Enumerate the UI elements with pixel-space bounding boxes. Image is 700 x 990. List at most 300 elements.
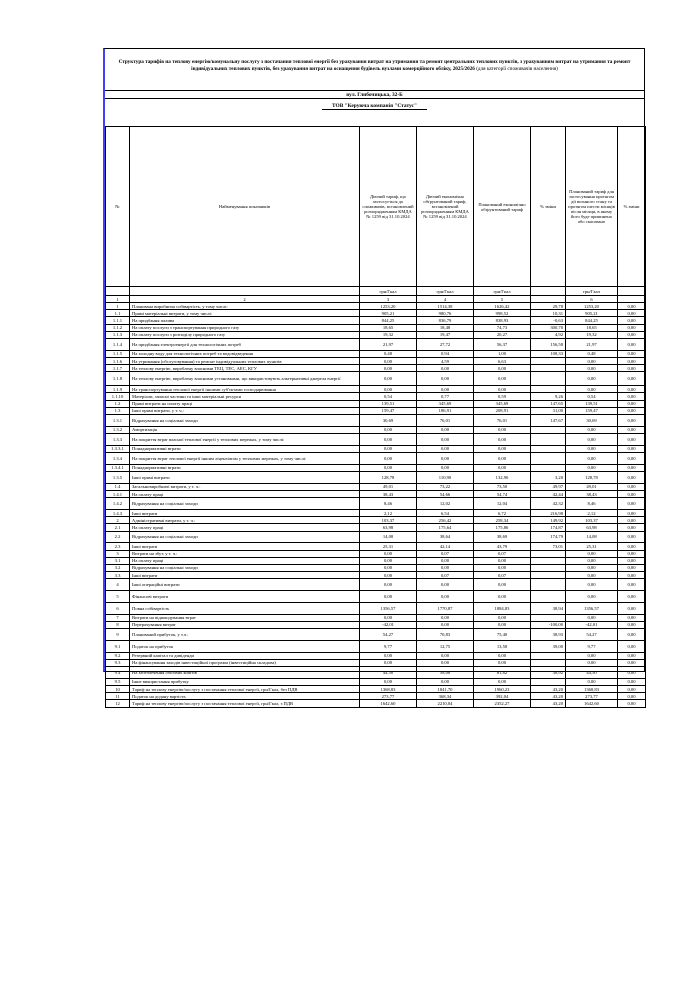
value-planned-wartime-tariff: 30,69 — [566, 415, 618, 427]
value-current-economic-tariff: 38,64 — [417, 531, 474, 543]
row-name: Податок на прибуток — [130, 640, 360, 652]
value-planned-economic-tariff: 73,50 — [474, 483, 531, 490]
value-current-tariff: 0,00 — [360, 550, 417, 557]
value-change-percent-2: 0,00 — [618, 386, 646, 393]
value-change-percent — [531, 557, 566, 564]
table-row — [106, 434, 646, 446]
value-change-percent-2: 0,00 — [618, 350, 646, 357]
title-note: (для категорії споживачів населення) — [476, 66, 558, 72]
value-current-economic-tariff: 0,00 — [417, 652, 474, 659]
value-change-percent-2: 0,00 — [618, 621, 646, 628]
row-name: На фінансування заходів інвестиційної програми (інвестиційна складова) — [130, 659, 360, 666]
row-name: Інше використання прибутку — [130, 678, 360, 685]
value-change-percent-2: 0,00 — [618, 667, 646, 679]
row-number: 1.3.1 — [106, 415, 130, 427]
value-current-economic-tariff: 110,90 — [417, 472, 474, 484]
value-change-percent: 38,93 — [531, 629, 566, 641]
table-row — [106, 564, 646, 571]
value-change-percent-2: 0,00 — [618, 357, 646, 364]
table-row — [106, 629, 646, 641]
value-planned-wartime-tariff: 0,48 — [566, 350, 618, 357]
value-change-percent-2: 0,00 — [618, 640, 646, 652]
value-planned-economic-tariff: 838,93 — [474, 317, 531, 324]
row-number: 1.3.3.1 — [106, 445, 130, 452]
table-row — [106, 407, 646, 414]
value-current-economic-tariff: 0,00 — [417, 564, 474, 571]
row-name: На оплату послуги з транспортування природного газу — [130, 324, 360, 331]
row-number: 1.1.10 — [106, 393, 130, 400]
value-current-economic-tariff: 256,42 — [417, 517, 474, 524]
value-current-tariff: 0,00 — [360, 652, 417, 659]
value-current-tariff: 0,00 — [360, 426, 417, 433]
row-number: 1.3 — [106, 407, 130, 414]
table-row — [106, 490, 646, 497]
row-number: 9.2 — [106, 652, 130, 659]
table-row — [106, 310, 646, 317]
value-planned-wartime-tariff: 1368,83 — [566, 685, 618, 692]
table-row — [106, 426, 646, 433]
value-change-percent — [531, 614, 566, 621]
table-row — [106, 350, 646, 357]
table-body — [106, 303, 646, 708]
row-number: 3 — [106, 550, 130, 557]
value-current-tariff: 0,00 — [360, 372, 417, 386]
value-current-tariff: 54,27 — [360, 629, 417, 641]
table-row — [106, 509, 646, 516]
row-number: 1.1 — [106, 310, 130, 317]
value-planned-economic-tariff: 0,00 — [474, 591, 531, 603]
header-change-percent-2: % зміни — [618, 127, 646, 287]
value-planned-economic-tariff: 56,37 — [474, 338, 531, 350]
value-current-economic-tariff: 4,59 — [417, 357, 474, 364]
value-change-percent: 174,79 — [531, 531, 566, 543]
document-title — [105, 59, 644, 73]
value-planned-wartime-tariff: 9,77 — [566, 640, 618, 652]
value-planned-economic-tariff: 1960,23 — [474, 685, 531, 692]
table-row — [106, 667, 646, 679]
value-current-economic-tariff: 836,79 — [417, 317, 474, 324]
value-change-percent — [531, 434, 566, 446]
value-current-economic-tariff: 1841,70 — [417, 685, 474, 692]
row-name: На транспортування теплової енергії іншими суб'єктами господарювання — [130, 386, 360, 393]
value-current-tariff: 19,32 — [360, 331, 417, 338]
row-name: Відрахування на соціальні заходи — [130, 415, 360, 427]
value-current-tariff: 0,00 — [360, 591, 417, 603]
table-row — [106, 324, 646, 331]
value-current-tariff: 128,78 — [360, 472, 417, 484]
table-row — [106, 415, 646, 427]
value-current-tariff: 44,50 — [360, 667, 417, 679]
value-change-percent-2: 0,00 — [618, 700, 646, 707]
value-change-percent-2: 0,00 — [618, 324, 646, 331]
value-current-economic-tariff: 6,54 — [417, 509, 474, 516]
value-change-percent: 29,78 — [531, 303, 566, 310]
value-current-economic-tariff: 345,69 — [417, 400, 474, 407]
col-number: 5 — [474, 296, 531, 303]
value-change-percent-2: 0,00 — [618, 509, 646, 516]
value-change-percent-2: 0,00 — [618, 472, 646, 484]
table-row — [106, 693, 646, 700]
value-current-tariff: 21,97 — [360, 338, 417, 350]
value-change-percent-2: 0,00 — [618, 602, 646, 614]
row-number: 1.4.3 — [106, 509, 130, 516]
value-change-percent — [531, 386, 566, 393]
value-change-percent — [531, 372, 566, 386]
value-planned-wartime-tariff: 0,00 — [566, 445, 618, 452]
value-current-tariff: 8,46 — [360, 498, 417, 510]
table-row — [106, 393, 646, 400]
header-planned-economic-tariff: Планований економічно обґрунтований тариф — [474, 127, 531, 287]
company-label: ТОВ "Керуюча компанія "Статус" — [322, 103, 427, 110]
value-planned-wartime-tariff: 1642,60 — [566, 700, 618, 707]
value-planned-economic-tariff: 1626,42 — [474, 303, 531, 310]
value-planned-wartime-tariff: 63,98 — [566, 524, 618, 531]
value-change-percent-2: 0,00 — [618, 464, 646, 471]
value-current-tariff: 0,00 — [360, 464, 417, 471]
row-name: На теплову енергію, вироблену власними ТЕЦ, ТЕС, АЕС, КГУ — [130, 365, 360, 372]
value-planned-economic-tariff: 1,00 — [474, 350, 531, 357]
value-planned-economic-tariff: 74,73 — [474, 324, 531, 331]
value-planned-economic-tariff: 20,27 — [474, 331, 531, 338]
value-planned-economic-tariff: 0,00 — [474, 621, 531, 628]
value-current-tariff: 38,43 — [360, 490, 417, 497]
row-name: Прямі матеріальні витрати, у тому числі: — [130, 310, 360, 317]
row-number: 1.1.1 — [106, 317, 130, 324]
value-current-tariff: 0,00 — [360, 572, 417, 579]
row-number: 8 — [106, 621, 130, 628]
tariff-structure-table — [105, 126, 646, 708]
value-planned-wartime-tariff: 19,32 — [566, 331, 618, 338]
value-planned-wartime-tariff: 0,00 — [566, 579, 618, 591]
value-change-percent: 38,92 — [531, 667, 566, 679]
value-current-economic-tariff: 0,00 — [417, 678, 474, 685]
value-planned-wartime-tariff: 2,12 — [566, 509, 618, 516]
row-name: Резервний капітал та дивіденди — [130, 652, 360, 659]
value-planned-wartime-tariff: 103,37 — [566, 517, 618, 524]
row-name: Інші прямі витрати, у т. ч.: — [130, 407, 360, 414]
value-current-tariff: 0,48 — [360, 350, 417, 357]
value-planned-wartime-tariff: 14,08 — [566, 531, 618, 543]
value-current-economic-tariff: 0,00 — [417, 434, 474, 446]
value-change-percent — [531, 357, 566, 364]
value-current-tariff: 0,00 — [360, 357, 417, 364]
unit-cell: грн/Гкал — [417, 287, 474, 296]
value-current-economic-tariff: 58,08 — [417, 667, 474, 679]
row-number: 1.1.2 — [106, 324, 130, 331]
value-current-economic-tariff: 42,14 — [417, 543, 474, 550]
value-change-percent — [531, 678, 566, 685]
value-planned-economic-tariff: 132,90 — [474, 472, 531, 484]
row-number: 4 — [106, 579, 130, 591]
row-name: Інші прямі витрати — [130, 472, 360, 484]
value-current-economic-tariff: 186,91 — [417, 407, 474, 414]
row-number: 2.3 — [106, 543, 130, 550]
value-planned-economic-tariff: 0,00 — [474, 564, 531, 571]
value-current-economic-tariff: 0,00 — [417, 453, 474, 465]
value-change-percent-2: 0,00 — [618, 652, 646, 659]
header-row — [106, 127, 646, 287]
value-current-economic-tariff: 0,00 — [417, 464, 474, 471]
value-planned-economic-tariff: 0,00 — [474, 678, 531, 685]
value-change-percent: 39,00 — [531, 640, 566, 652]
column-number-row — [106, 296, 646, 303]
row-name: На утримання (обслуговування) та ремонт індивідуальних теплових пунктів — [130, 357, 360, 364]
row-name: Амортизація — [130, 426, 360, 433]
row-number: 1.4.2 — [106, 498, 130, 510]
value-planned-wartime-tariff: 38,43 — [566, 490, 618, 497]
value-current-tariff: 1642,60 — [360, 700, 417, 707]
table-row — [106, 678, 646, 685]
value-current-economic-tariff: 175,64 — [417, 524, 474, 531]
value-planned-economic-tariff: 0,00 — [474, 453, 531, 465]
row-name: Перерахування витрат — [130, 621, 360, 628]
table-row — [106, 386, 646, 393]
value-planned-wartime-tariff: 25,31 — [566, 543, 618, 550]
value-planned-wartime-tariff: 21,97 — [566, 338, 618, 350]
value-planned-wartime-tariff: 1356,57 — [566, 602, 618, 614]
value-change-percent — [531, 652, 566, 659]
value-current-tariff: 0,00 — [360, 453, 417, 465]
row-name: На придбання електроенергії для технологічних потреб — [130, 338, 360, 350]
value-planned-economic-tariff: 0,00 — [474, 386, 531, 393]
value-change-percent-2: 0,00 — [618, 365, 646, 372]
table-row — [106, 659, 646, 666]
value-planned-economic-tariff: 0,00 — [474, 372, 531, 386]
value-change-percent-2: 0,00 — [618, 407, 646, 414]
row-name: Прямі витрати на оплату праці — [130, 400, 360, 407]
value-planned-economic-tariff: 43,79 — [474, 543, 531, 550]
value-planned-wartime-tariff: 0,00 — [566, 678, 618, 685]
value-planned-economic-tariff: 175,86 — [474, 524, 531, 531]
value-change-percent: 108,33 — [531, 350, 566, 357]
value-current-economic-tariff: 0,00 — [417, 621, 474, 628]
table-row — [106, 483, 646, 490]
row-name: На оплату праці — [130, 557, 360, 564]
value-current-tariff: 0,00 — [360, 614, 417, 621]
value-planned-economic-tariff: 0,00 — [474, 579, 531, 591]
tariff-sheet — [103, 48, 645, 706]
value-change-percent: 38,94 — [531, 602, 566, 614]
table-row — [106, 591, 646, 603]
value-change-percent: 49,97 — [531, 483, 566, 490]
table-row — [106, 400, 646, 407]
value-current-tariff: 30,69 — [360, 415, 417, 427]
value-current-economic-tariff: 54,66 — [417, 490, 474, 497]
value-current-economic-tariff: 0,00 — [417, 426, 474, 433]
value-current-tariff: 139,51 — [360, 400, 417, 407]
row-number: 1.1.7 — [106, 365, 130, 372]
value-planned-wartime-tariff: 49,01 — [566, 483, 618, 490]
value-current-tariff: 1253,20 — [360, 303, 417, 310]
table-row — [106, 517, 646, 524]
row-name: Загальновиробничі витрати, у т. ч.: — [130, 483, 360, 490]
row-number: 11 — [106, 693, 130, 700]
table-row — [106, 524, 646, 531]
row-name: Понаднормативні втрати — [130, 464, 360, 471]
value-change-percent-2: 0,00 — [618, 685, 646, 692]
value-change-percent-2: 0,00 — [618, 303, 646, 310]
value-planned-wartime-tariff: -42,01 — [566, 621, 618, 628]
value-planned-economic-tariff: 258,34 — [474, 517, 531, 524]
row-number: 5 — [106, 591, 130, 603]
row-number: 1 — [106, 303, 130, 310]
value-current-tariff: 1356,57 — [360, 602, 417, 614]
header-name: Найменування показників — [130, 127, 360, 287]
value-planned-wartime-tariff: 54,27 — [566, 629, 618, 641]
value-current-economic-tariff: 0,00 — [417, 591, 474, 603]
value-change-percent: -0,63 — [531, 317, 566, 324]
row-number: 2.2 — [106, 531, 130, 543]
table-row — [106, 331, 646, 338]
value-change-percent — [531, 564, 566, 571]
value-planned-wartime-tariff: 0,00 — [566, 372, 618, 386]
table-row — [106, 602, 646, 614]
row-number: 9.4 — [106, 667, 130, 679]
col-number: 4 — [417, 296, 474, 303]
value-change-percent-2: 0,00 — [618, 579, 646, 591]
value-planned-wartime-tariff: 0,00 — [566, 564, 618, 571]
value-change-percent — [531, 365, 566, 372]
value-planned-economic-tariff: 345,69 — [474, 400, 531, 407]
header-num: № — [106, 127, 130, 287]
value-current-tariff: 14,08 — [360, 531, 417, 543]
row-number: 1.4.1 — [106, 490, 130, 497]
value-current-tariff: 103,37 — [360, 517, 417, 524]
value-current-tariff: 63,98 — [360, 524, 417, 531]
value-planned-economic-tariff: 0,00 — [474, 365, 531, 372]
value-planned-wartime-tariff: 0,00 — [566, 386, 618, 393]
value-current-tariff: 0,00 — [360, 365, 417, 372]
value-current-tariff: 49,01 — [360, 483, 417, 490]
value-planned-wartime-tariff: 0,00 — [566, 426, 618, 433]
value-planned-wartime-tariff: 0,00 — [566, 550, 618, 557]
value-planned-economic-tariff: 38,69 — [474, 531, 531, 543]
row-number: 9.1 — [106, 640, 130, 652]
value-change-percent — [531, 453, 566, 465]
value-planned-wartime-tariff: 0,00 — [566, 591, 618, 603]
value-current-tariff: 844,25 — [360, 317, 417, 324]
value-change-percent-2: 0,00 — [618, 557, 646, 564]
value-change-percent — [531, 579, 566, 591]
value-change-percent: 156,58 — [531, 338, 566, 350]
row-number: 9.3 — [106, 659, 130, 666]
row-number: 9.5 — [106, 678, 130, 685]
value-planned-economic-tariff: 75,40 — [474, 629, 531, 641]
value-change-percent: 42,32 — [531, 498, 566, 510]
row-name: На покриття втрат теплової енергії іншим ліцензіатом у теплових мережах, у тому числі: — [130, 453, 360, 465]
table-row — [106, 445, 646, 452]
value-planned-wartime-tariff: 0,00 — [566, 357, 618, 364]
value-current-economic-tariff: 1770,87 — [417, 602, 474, 614]
row-number: 7 — [106, 614, 130, 621]
value-current-economic-tariff: 70,83 — [417, 629, 474, 641]
row-name: На теплову енергію, вироблену власними установками, що використовують альтернативні джерела енергії — [130, 372, 360, 386]
row-name: Відрахування на соціальні заходи — [130, 531, 360, 543]
row-name: Відрахування на соціальні заходи — [130, 564, 360, 571]
value-planned-wartime-tariff: 905,21 — [566, 310, 618, 317]
value-change-percent: 147,67 — [531, 415, 566, 427]
row-name: Повна собівартість — [130, 602, 360, 614]
value-change-percent-2: 0,00 — [618, 415, 646, 427]
value-planned-economic-tariff: 0,00 — [474, 659, 531, 666]
value-change-percent: 10,31 — [531, 310, 566, 317]
unit-cell: грн/Гкал — [566, 287, 618, 296]
value-planned-economic-tariff: 998,52 — [474, 310, 531, 317]
value-current-economic-tariff: 0,00 — [417, 365, 474, 372]
value-change-percent: 174,87 — [531, 524, 566, 531]
row-number: 1.2 — [106, 400, 130, 407]
value-planned-economic-tariff: 0,00 — [474, 464, 531, 471]
value-change-percent-2: 0,00 — [618, 338, 646, 350]
value-planned-wartime-tariff: 128,78 — [566, 472, 618, 484]
row-name: На забезпечення обігових коштів — [130, 667, 360, 679]
row-number: 2 — [106, 517, 130, 524]
row-name: Витрати на збут, у т. ч.: — [130, 550, 360, 557]
col-number: 2 — [130, 296, 360, 303]
value-planned-economic-tariff: 12,04 — [474, 498, 531, 510]
row-name: Адміністративні витрати, у т. ч.: — [130, 517, 360, 524]
value-change-percent: 147,65 — [531, 400, 566, 407]
value-current-tariff: 905,21 — [360, 310, 417, 317]
value-change-percent-2: 0,00 — [618, 434, 646, 446]
value-planned-wartime-tariff: 0,00 — [566, 614, 618, 621]
value-current-tariff: 0,00 — [360, 659, 417, 666]
value-change-percent-2: 0,00 — [618, 400, 646, 407]
value-planned-economic-tariff: 392,04 — [474, 693, 531, 700]
row-name: Витрати на відшкодування втрат — [130, 614, 360, 621]
value-current-economic-tariff: 12,75 — [417, 640, 474, 652]
value-change-percent-2: 0,00 — [618, 426, 646, 433]
value-change-percent-2: 0,00 — [618, 310, 646, 317]
value-change-percent-2: 0,00 — [618, 543, 646, 550]
value-current-tariff: 18,65 — [360, 324, 417, 331]
row-name: Інші витрати — [130, 572, 360, 579]
value-planned-wartime-tariff: 8,46 — [566, 498, 618, 510]
value-current-economic-tariff: 27,72 — [417, 338, 474, 350]
row-name: На оплату праці — [130, 490, 360, 497]
value-change-percent-2: 0,00 — [618, 564, 646, 571]
value-change-percent-2: 0,00 — [618, 331, 646, 338]
value-current-tariff: 0,00 — [360, 445, 417, 452]
row-number: 1.3.4.1 — [106, 464, 130, 471]
table-row — [106, 550, 646, 557]
value-change-percent-2: 0,00 — [618, 453, 646, 465]
row-name: Планована виробнича собівартість, у тому числі: — [130, 303, 360, 310]
table-row — [106, 543, 646, 550]
table-row — [106, 579, 646, 591]
value-current-economic-tariff: 0,07 — [417, 550, 474, 557]
value-planned-economic-tariff: 0,00 — [474, 652, 531, 659]
value-change-percent: 42,44 — [531, 490, 566, 497]
table-row — [106, 357, 646, 364]
value-change-percent: 43,20 — [531, 693, 566, 700]
value-change-percent-2: 0,00 — [618, 678, 646, 685]
row-number: 1.1.9 — [106, 386, 130, 393]
value-planned-wartime-tariff: 0,54 — [566, 393, 618, 400]
value-current-tariff: 0,00 — [360, 434, 417, 446]
value-change-percent-2: 0,00 — [618, 317, 646, 324]
value-planned-wartime-tariff: 0,00 — [566, 453, 618, 465]
row-number: 1.3.3 — [106, 434, 130, 446]
value-planned-wartime-tariff: 0,00 — [566, 365, 618, 372]
row-name: Інші операційні витрати — [130, 579, 360, 591]
row-number: 1.3.2 — [106, 426, 130, 433]
value-change-percent-2: 0,00 — [618, 483, 646, 490]
value-change-percent-2: 0,00 — [618, 524, 646, 531]
table-row — [106, 453, 646, 465]
units-row — [106, 287, 646, 296]
value-current-tariff: -42,01 — [360, 621, 417, 628]
